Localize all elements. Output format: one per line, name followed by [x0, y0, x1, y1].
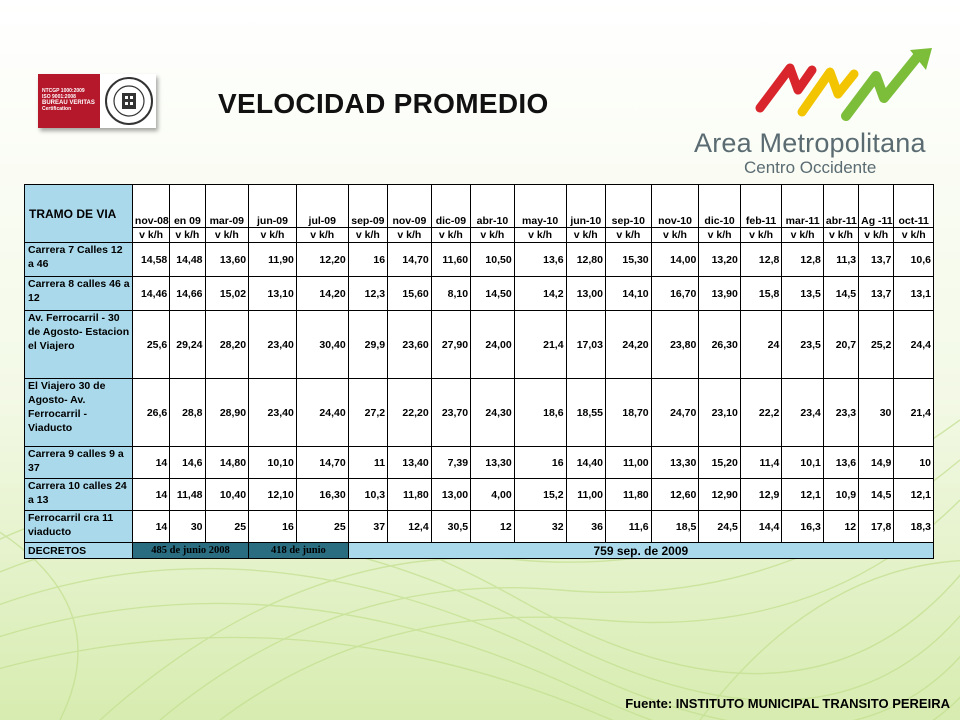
- speed-value-cell: 25,2: [859, 311, 894, 379]
- period-header: Ag -11: [859, 185, 894, 228]
- speed-value-cell: 11,4: [740, 447, 782, 479]
- speed-value-cell: 14,6: [170, 447, 205, 479]
- speed-value-cell: 13,7: [859, 243, 894, 277]
- speed-value-cell: 14,40: [566, 447, 605, 479]
- speed-value-cell: 30: [170, 511, 205, 543]
- period-header: sep-09: [348, 185, 387, 228]
- speed-value-cell: 13,5: [782, 277, 824, 311]
- period-header: sep-10: [605, 185, 651, 228]
- speed-value-cell: 23,3: [823, 379, 858, 447]
- cert-logo-red-panel: [38, 74, 100, 128]
- speed-value-cell: 11,80: [605, 479, 651, 511]
- speed-value-cell: 12,8: [740, 243, 782, 277]
- unit-header: v k/h: [471, 228, 515, 243]
- cert-line-1: NTCGP 1000:2009: [42, 88, 85, 94]
- table-row: [25, 243, 934, 277]
- speed-value-cell: 14,48: [170, 243, 205, 277]
- speed-value-cell: 15,2: [514, 479, 566, 511]
- speed-value-cell: 14,70: [296, 447, 348, 479]
- speed-value-cell: 11,00: [605, 447, 651, 479]
- period-header: abr-11: [823, 185, 858, 228]
- speed-value-cell: 36: [566, 511, 605, 543]
- unit-header: v k/h: [170, 228, 205, 243]
- period-header: jun-10: [566, 185, 605, 228]
- speed-value-cell: 30,5: [431, 511, 470, 543]
- speed-value-cell: 23,60: [388, 311, 432, 379]
- speed-value-cell: 30,40: [296, 311, 348, 379]
- speed-value-cell: 16,70: [651, 277, 699, 311]
- road-segment-label: Carrera 10 calles 24 a 13: [25, 479, 133, 511]
- speed-value-cell: 12,4: [388, 511, 432, 543]
- speed-value-cell: 25,6: [132, 311, 169, 379]
- speed-value-cell: 16,3: [782, 511, 824, 543]
- bureau-veritas-seal-icon: [104, 76, 154, 126]
- speed-value-cell: 14,46: [132, 277, 169, 311]
- unit-header: v k/h: [431, 228, 470, 243]
- speed-value-cell: 16,30: [296, 479, 348, 511]
- unit-header: v k/h: [249, 228, 297, 243]
- speed-value-cell: 20,7: [823, 311, 858, 379]
- speed-value-cell: 14,58: [132, 243, 169, 277]
- speed-value-cell: 14,00: [651, 243, 699, 277]
- period-header: oct-11: [894, 185, 934, 228]
- road-segment-label: Av. Ferrocarril - 30 de Agosto- Estacion el Viajero: [25, 311, 133, 379]
- speed-value-cell: 26,30: [699, 311, 741, 379]
- period-header: jul-09: [296, 185, 348, 228]
- table-corner-header: TRAMO DE VIA: [25, 185, 133, 243]
- speed-value-cell: 23,70: [431, 379, 470, 447]
- speed-value-cell: 10,6: [894, 243, 934, 277]
- speed-value-cell: 14: [132, 447, 169, 479]
- speed-value-cell: 12,9: [740, 479, 782, 511]
- speed-value-cell: 24,4: [894, 311, 934, 379]
- speed-value-cell: 12: [823, 511, 858, 543]
- speed-value-cell: 12,60: [651, 479, 699, 511]
- cert-line-3: BUREAU VERITAS: [42, 100, 95, 106]
- unit-header: v k/h: [348, 228, 387, 243]
- speed-value-cell: 16: [249, 511, 297, 543]
- speed-value-cell: 18,55: [566, 379, 605, 447]
- period-header: jun-09: [249, 185, 297, 228]
- speed-value-cell: 12,1: [782, 479, 824, 511]
- speed-value-cell: 11,48: [170, 479, 205, 511]
- speed-value-cell: 14,50: [471, 277, 515, 311]
- speed-value-cell: 25: [205, 511, 249, 543]
- speed-value-cell: 17,03: [566, 311, 605, 379]
- speed-value-cell: 16: [514, 447, 566, 479]
- table-header-row: [25, 185, 934, 228]
- speed-value-cell: 14,5: [823, 277, 858, 311]
- unit-header: v k/h: [894, 228, 934, 243]
- unit-header: v k/h: [296, 228, 348, 243]
- speed-value-cell: 15,8: [740, 277, 782, 311]
- unit-header: v k/h: [782, 228, 824, 243]
- speed-value-cell: 14,4: [740, 511, 782, 543]
- road-segment-label: Carrera 9 calles 9 a 37: [25, 447, 133, 479]
- speed-value-cell: 14,66: [170, 277, 205, 311]
- speed-value-cell: 29,24: [170, 311, 205, 379]
- speed-value-cell: 15,02: [205, 277, 249, 311]
- speed-value-cell: 21,4: [514, 311, 566, 379]
- speed-value-cell: 12,20: [296, 243, 348, 277]
- road-segment-label: Carrera 8 calles 46 a 12: [25, 277, 133, 311]
- road-segment-label: El Viajero 30 de Agosto- Av. Ferrocarril - Viaducto: [25, 379, 133, 447]
- speed-value-cell: 12,80: [566, 243, 605, 277]
- velocity-table-container: [24, 184, 934, 559]
- speed-value-cell: 28,90: [205, 379, 249, 447]
- speed-value-cell: 15,60: [388, 277, 432, 311]
- speed-value-cell: 11,3: [823, 243, 858, 277]
- speed-value-cell: 13,20: [699, 243, 741, 277]
- speed-value-cell: 18,3: [894, 511, 934, 543]
- table-row: [25, 479, 934, 511]
- speed-value-cell: 32: [514, 511, 566, 543]
- speed-value-cell: 27,2: [348, 379, 387, 447]
- speed-value-cell: 24: [740, 311, 782, 379]
- speed-value-cell: 22,20: [388, 379, 432, 447]
- speed-value-cell: 13,30: [651, 447, 699, 479]
- speed-value-cell: 22,2: [740, 379, 782, 447]
- decreto-418-cell: 418 de junio: [249, 543, 349, 559]
- period-header: dic-10: [699, 185, 741, 228]
- unit-header: v k/h: [740, 228, 782, 243]
- speed-value-cell: 13,40: [388, 447, 432, 479]
- speed-value-cell: 10,3: [348, 479, 387, 511]
- source-note: Fuente: INSTITUTO MUNICIPAL TRANSITO PEREIRA: [625, 696, 950, 711]
- speed-value-cell: 13,10: [249, 277, 297, 311]
- speed-value-cell: 13,7: [859, 277, 894, 311]
- unit-header: v k/h: [605, 228, 651, 243]
- speed-value-cell: 10: [894, 447, 934, 479]
- period-header: dic-09: [431, 185, 470, 228]
- cert-line-4: Certification: [42, 106, 72, 112]
- unit-header: v k/h: [132, 228, 169, 243]
- unit-header: v k/h: [514, 228, 566, 243]
- speed-value-cell: 11,60: [431, 243, 470, 277]
- speed-value-cell: 14,10: [605, 277, 651, 311]
- speed-value-cell: 12,8: [782, 243, 824, 277]
- table-row: [25, 311, 934, 379]
- speed-value-cell: 28,20: [205, 311, 249, 379]
- road-segment-label: Carrera 7 Calles 12 a 46: [25, 243, 133, 277]
- speed-value-cell: 13,90: [699, 277, 741, 311]
- unit-header: v k/h: [859, 228, 894, 243]
- page-title: VELOCIDAD PROMEDIO: [218, 88, 549, 119]
- speed-value-cell: 13,00: [431, 479, 470, 511]
- speed-value-cell: 23,40: [249, 379, 297, 447]
- speed-value-cell: 13,60: [205, 243, 249, 277]
- table-row: [25, 511, 934, 543]
- speed-value-cell: 11,80: [388, 479, 432, 511]
- speed-value-cell: 15,30: [605, 243, 651, 277]
- speed-value-cell: 13,6: [514, 243, 566, 277]
- speed-value-cell: 15,20: [699, 447, 741, 479]
- area-metropolitana-logo: [690, 46, 930, 186]
- period-header: nov-09: [388, 185, 432, 228]
- period-header: en 09: [170, 185, 205, 228]
- speed-value-cell: 16: [348, 243, 387, 277]
- speed-value-cell: 24,20: [605, 311, 651, 379]
- speed-value-cell: 10,1: [782, 447, 824, 479]
- speed-value-cell: 24,40: [296, 379, 348, 447]
- speed-value-cell: 10,10: [249, 447, 297, 479]
- speed-value-cell: 13,30: [471, 447, 515, 479]
- speed-value-cell: 23,5: [782, 311, 824, 379]
- decretos-label: DECRETOS: [25, 543, 133, 559]
- amco-logo-subtitle: Centro Occidente: [744, 158, 877, 177]
- speed-value-cell: 11: [348, 447, 387, 479]
- speed-value-cell: 18,70: [605, 379, 651, 447]
- speed-value-cell: 13,00: [566, 277, 605, 311]
- period-header: nov-08: [132, 185, 169, 228]
- decreto-759-cell: 759 sep. de 2009: [348, 543, 933, 559]
- speed-value-cell: 18,6: [514, 379, 566, 447]
- speed-value-cell: 14,70: [388, 243, 432, 277]
- decretos-row: [25, 543, 934, 559]
- speed-value-cell: 14,20: [296, 277, 348, 311]
- speed-value-cell: 12: [471, 511, 515, 543]
- unit-header: v k/h: [566, 228, 605, 243]
- cert-line-2: ISO 9001:2008: [42, 94, 76, 100]
- period-header: mar-11: [782, 185, 824, 228]
- table-row: [25, 277, 934, 311]
- speed-value-cell: 17,8: [859, 511, 894, 543]
- speed-value-cell: 29,9: [348, 311, 387, 379]
- speed-value-cell: 14: [132, 511, 169, 543]
- speed-value-cell: 27,90: [431, 311, 470, 379]
- decreto-485-cell: 485 de junio 2008: [132, 543, 248, 559]
- road-segment-label: Ferrocarril cra 11 viaducto: [25, 511, 133, 543]
- unit-header: v k/h: [388, 228, 432, 243]
- unit-header: v k/h: [651, 228, 699, 243]
- speed-value-cell: 23,4: [782, 379, 824, 447]
- speed-value-cell: 12,1: [894, 479, 934, 511]
- speed-value-cell: 10,9: [823, 479, 858, 511]
- speed-value-cell: 12,3: [348, 277, 387, 311]
- speed-value-cell: 11,6: [605, 511, 651, 543]
- speed-value-cell: 10,50: [471, 243, 515, 277]
- period-header: may-10: [514, 185, 566, 228]
- speed-value-cell: 24,30: [471, 379, 515, 447]
- speed-value-cell: 23,40: [249, 311, 297, 379]
- speed-value-cell: 24,70: [651, 379, 699, 447]
- speed-value-cell: 10,40: [205, 479, 249, 511]
- table-unit-row: [25, 228, 934, 243]
- speed-value-cell: 13,6: [823, 447, 858, 479]
- table-row: [25, 447, 934, 479]
- period-header: nov-10: [651, 185, 699, 228]
- speed-value-cell: 37: [348, 511, 387, 543]
- period-header: mar-09: [205, 185, 249, 228]
- speed-value-cell: 24,00: [471, 311, 515, 379]
- speed-value-cell: 11,90: [249, 243, 297, 277]
- period-header: abr-10: [471, 185, 515, 228]
- speed-value-cell: 25: [296, 511, 348, 543]
- speed-value-cell: 23,80: [651, 311, 699, 379]
- speed-value-cell: 14,80: [205, 447, 249, 479]
- speed-value-cell: 28,8: [170, 379, 205, 447]
- speed-value-cell: 26,6: [132, 379, 169, 447]
- unit-header: v k/h: [699, 228, 741, 243]
- speed-value-cell: 7,39: [431, 447, 470, 479]
- period-header: feb-11: [740, 185, 782, 228]
- cert-logo-text: [42, 88, 95, 112]
- speed-value-cell: 4,00: [471, 479, 515, 511]
- bureau-veritas-certification-logo: [38, 74, 156, 128]
- table-row: [25, 379, 934, 447]
- speed-value-cell: 11,00: [566, 479, 605, 511]
- speed-value-cell: 14,5: [859, 479, 894, 511]
- speed-value-cell: 24,5: [699, 511, 741, 543]
- speed-value-cell: 30: [859, 379, 894, 447]
- speed-value-cell: 12,10: [249, 479, 297, 511]
- unit-header: v k/h: [823, 228, 858, 243]
- speed-value-cell: 14: [132, 479, 169, 511]
- speed-value-cell: 18,5: [651, 511, 699, 543]
- speed-value-cell: 21,4: [894, 379, 934, 447]
- speed-value-cell: 14,2: [514, 277, 566, 311]
- speed-value-cell: 12,90: [699, 479, 741, 511]
- velocity-table: [24, 184, 934, 559]
- speed-value-cell: 13,1: [894, 277, 934, 311]
- unit-header: v k/h: [205, 228, 249, 243]
- speed-value-cell: 14,9: [859, 447, 894, 479]
- amco-logo-name: Area Metropolitana: [694, 128, 926, 158]
- speed-value-cell: 23,10: [699, 379, 741, 447]
- speed-value-cell: 8,10: [431, 277, 470, 311]
- amco-logo-mark-icon: [750, 46, 950, 126]
